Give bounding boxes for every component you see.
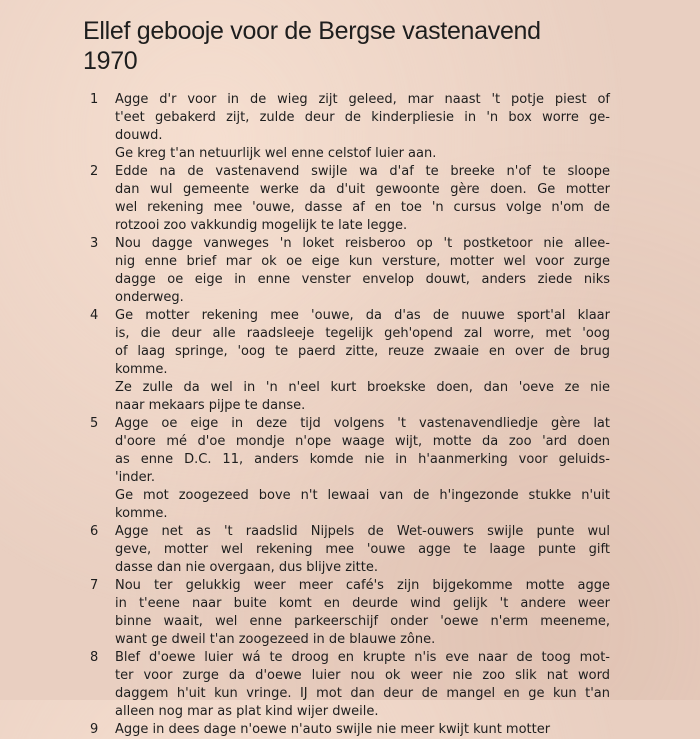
rule-line: alleen nog mar as plat kind wijer dweile. (115, 704, 379, 719)
rule-line: Agge d'r voor in de wieg zijt geleed, mar naast 't potje piest of (115, 92, 610, 107)
title-line-1: Ellef gebooje voor de Bergse vastenavend (83, 17, 541, 45)
rule-line: Edde na de vastenavend swijle wa d'af te breeke n'of te sloope (115, 164, 610, 179)
rule-line: Blef d'oewe luier wá te droog en krupte n'is eve naar de toog mot- (115, 650, 610, 665)
rule-item (90, 577, 610, 649)
title-line-2: 1970 (83, 47, 138, 75)
rule-line: as enne D.C. 11, anders komde nie in h'aanmerking voor geluids- (115, 452, 610, 467)
rule-line: wel rekening mee 'ouwe, dasse af en toe 'n cursus volge n'om de (115, 200, 610, 215)
rule-line: dan wul gemeente werke da d'uit gewoonte gère doen. Ge motter (115, 182, 610, 197)
rule-line: d'oore mé d'oe mondje n'ope waage wijt, motte da zoo 'ard doen (115, 434, 610, 449)
rule-item (90, 721, 610, 739)
rule-line: Ge motter rekening mee 'ouwe, da d'as de nuuwe sport'al klaar (115, 308, 610, 323)
rule-number: 9 (90, 722, 99, 737)
rule-text (115, 307, 610, 415)
rule-line: want ge dweil t'an zoogezeed in de blauwe zône. (115, 632, 436, 647)
rule-number: 1 (90, 92, 99, 107)
rule-line: of laag springe, 'oog te paerd zitte, reuze zwaaie en over de brug (115, 344, 610, 359)
rule-line: t'eet gebakerd zijt, zulde deur de kinderpliesie in 'n box worre ge- (115, 110, 610, 125)
page-title (83, 16, 643, 76)
rule-line: dasse dan nie overgaan, dus blijve zitte. (115, 560, 378, 575)
rule-line: geve, motter wel rekening mee 'ouwe agge te laage punte gift (115, 542, 610, 557)
rule-line: dagge oe eige in enne venster envelop douwt, anders ziede niks (115, 272, 610, 287)
rule-line: in t'eene naar buite komt en deurde wind gelijk 't andere weer (115, 596, 610, 611)
rule-text (115, 163, 610, 235)
rule-number: 5 (90, 416, 99, 431)
rule-item (90, 235, 610, 307)
rule-item (90, 163, 610, 235)
rule-line: onderweg. (115, 290, 184, 305)
rule-line: is, die deur alle raadsleeje tegelijk geh'opend zal worre, met 'oog (115, 326, 610, 341)
rule-number: 8 (90, 650, 99, 665)
rule-item (90, 91, 610, 163)
rule-text (115, 577, 610, 649)
rule-number: 6 (90, 524, 99, 539)
rule-number: 4 (90, 308, 99, 323)
rule-item (90, 307, 610, 415)
rule-line: Agge net as 't raadslid Nijpels de Wet-ouwers swijle punte wul (115, 524, 610, 539)
rule-line: rotzooi zoo vakkundig mogelijk te late legge. (115, 218, 408, 233)
rule-text (115, 91, 610, 163)
rule-line: 'inder. (115, 470, 155, 485)
rule-line: ter voor zurge da d'oewe luier nou ok weer nie zoo slik nat word (115, 668, 610, 683)
rule-number: 2 (90, 164, 99, 179)
rule-line: binne waait, wel enne parkeerschijf onder 'oewe n'erm meeneme, (115, 614, 610, 629)
rule-item (90, 523, 610, 577)
rule-line: Ge mot zoogezeed bove n't lewaai van de h'ingezonde stukke n'uit (115, 488, 610, 503)
rule-line: Agge oe eige in deze tijd volgens 't vastenavendliedje gère lat (115, 416, 610, 431)
rule-line: nig enne brief mar ok oe eige kun versture, motter wel voor zurge (115, 254, 610, 269)
rule-line: komme. (115, 506, 168, 521)
rules-list (90, 91, 610, 739)
rule-line: Ge kreg t'an netuurlijk wel enne celstof luier aan. (115, 146, 437, 161)
rule-text (115, 649, 610, 721)
rule-line: komme. (115, 362, 168, 377)
rule-number: 3 (90, 236, 99, 251)
rule-line: Nou ter gelukkig weer meer café's zijn bijgekomme motte agge (115, 578, 610, 593)
rule-line: douwd. (115, 128, 163, 143)
rule-line: naar mekaars pijpe te danse. (115, 398, 306, 413)
rule-line: Agge in dees dage n'oewe n'auto swijle nie meer kwijt kunt motter (115, 722, 551, 737)
rule-line: daggem h'uit kun vringe. IJ mot dan deur de mangel en ge kun t'an (115, 686, 610, 701)
rule-number: 7 (90, 578, 99, 593)
rule-text (115, 235, 610, 307)
rule-item (90, 649, 610, 721)
rule-text (115, 523, 610, 577)
rule-text (115, 415, 610, 523)
rule-item (90, 415, 610, 523)
rule-line: Ze zulle da wel in 'n n'eel kurt broekske doen, dan 'oeve ze nie (115, 380, 610, 395)
rule-line: Nou dagge vanweges 'n loket reisberoo op 't postketoor nie allee- (115, 236, 610, 251)
rule-text (115, 721, 610, 739)
